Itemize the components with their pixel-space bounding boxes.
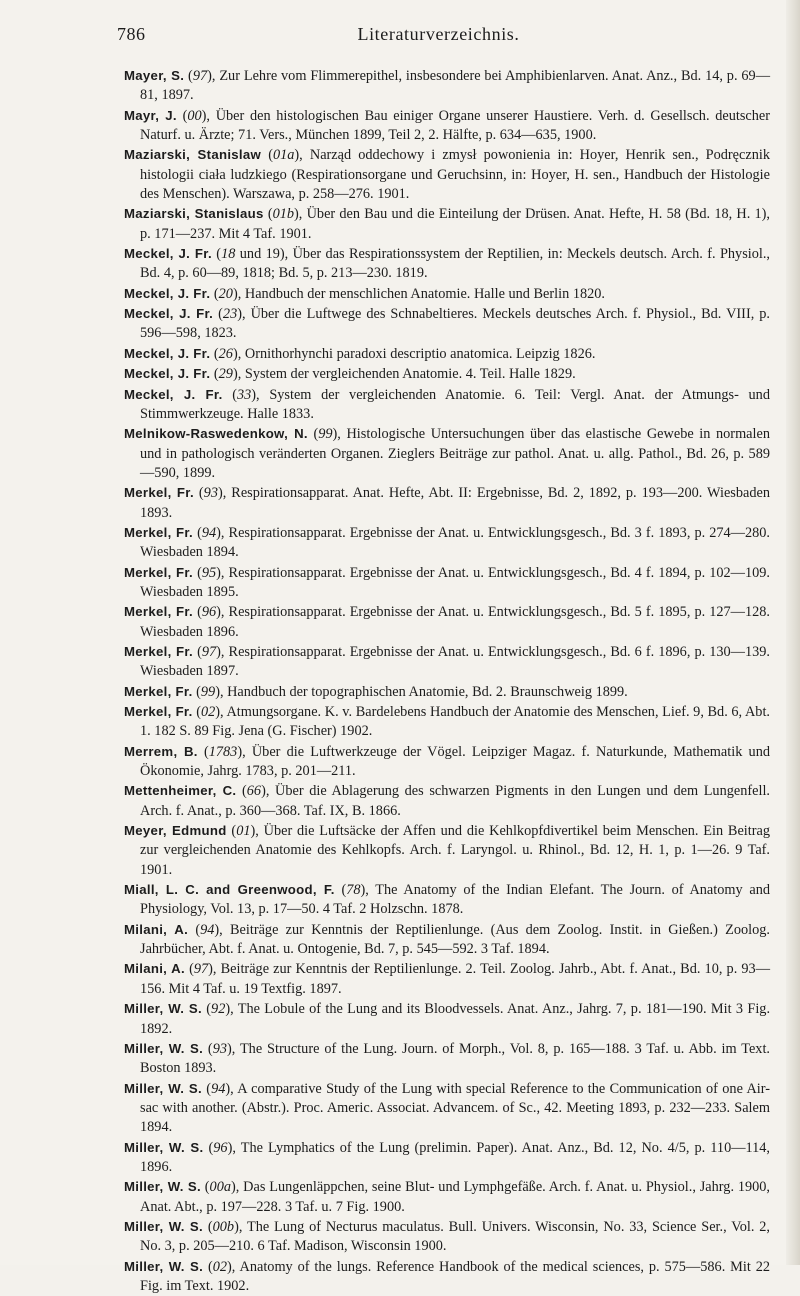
entry-text: The Lobule of the Lung and its Bloodvessels. Anat. Anz., Jahrg. 7, p. 181—190. Mit 3 Fig. 1892. xyxy=(140,1001,771,1037)
entry-author: Mettenheimer, C. xyxy=(124,783,237,799)
entry-year: 94 xyxy=(200,921,215,938)
entry-text: Ornithorhynchi paradoxi descriptio anatomica. Leipzig 1826. xyxy=(244,345,596,362)
bibliography-entry: Meckel, J. Fr. (23), Über die Luftwege des Schnabeltieres. Meckels deutsches Arch. f. Physiol., Bd. VIII, p. 596—598, 1823. xyxy=(124,306,771,342)
entry-year: 29 xyxy=(218,366,233,383)
entry-author: Merkel, Fr. xyxy=(124,485,194,501)
entry-text: The Lung of Necturus maculatus. Bull. Univers. Wisconsin, No. 33, Science Ser., Vol. 2, No. 3, p. 205—210. 6 Taf. Madison, Wisconsin 1900. xyxy=(140,1218,770,1255)
bibliography-entry: Merkel, Fr. (94), Respirationsapparat. Ergebnisse der Anat. u. Entwicklungsgesch., Bd. 3 f. 1893, p. 274—280. Wiesbaden 1894. xyxy=(124,524,770,561)
bibliography-entry: Merkel, Fr. (96), Respirationsapparat. Ergebnisse der Anat. u. Entwicklungsgesch., Bd. 5 f. 1895, p. 127—128. Wiesbaden 1896. xyxy=(124,604,770,640)
bibliography-entry: Mayr, J. (00), Über den histologischen Bau einiger Organe unserer Haustiere. Verh. d. Gesellsch. deutscher Naturf. u. Ärzte; 71. Vers., München 1899, Teil 2, 2. Hälfte, p. 634—635, 1900. xyxy=(124,107,770,144)
entry-text: Beiträge zur Kenntnis der Reptilienlunge. 2. Teil. Zoolog. Jahrb., Abt. f. Anat., Bd. 10, p. 93—156. Mit 4 Taf. u. 19 Textfig. 1897. xyxy=(140,961,770,997)
entry-text: Handbuch der menschlichen Anatomie. Halle und Berlin 1820. xyxy=(244,285,605,302)
entry-year: 18 xyxy=(221,246,236,263)
bibliography-entry: Meckel, J. Fr. (26), Ornithorhynchi paradoxi descriptio anatomica. Leipzig 1826. xyxy=(124,345,596,362)
entry-year: 02 xyxy=(212,1258,228,1275)
bibliography-entry: Melnikow-Raswedenkow, N. (99), Histologische Untersuchungen über das elastische Gewebe in normalen und in pathologisch veränderten Organen. Zieglers Beiträge zur pathol. Anat. u. allg. Pathol., Bd. 26, p. 589—590, 1899. xyxy=(124,426,770,481)
entry-year: 33 xyxy=(236,386,252,403)
bibliography-entry: Merkel, Fr. (93), Respirationsapparat. Anat. Hefte, Abt. II: Ergebnisse, Bd. 2, 1892, p. 193—200. Wiesbaden 1893. xyxy=(124,485,770,521)
bibliography-entry: Merkel, Fr. (99), Handbuch der topographischen Anatomie, Bd. 2. Braunschweig 1899. xyxy=(124,683,628,700)
entry-text: Über die Luftwerkzeuge der Vögel. Leipziger Magaz. f. Naturkunde, Mathematik und Ökonomie, Jahrg. 1783, p. 201—211. xyxy=(140,743,770,780)
bibliography-entry: Maziarski, Stanislaus (01b), Über den Bau und die Einteilung der Drüsen. Anat. Hefte, H. 58 (Bd. 18, H. 1), p. 171—237. Mit 4 Taf. 1901. xyxy=(124,206,771,242)
entry-text: Atmungsorgane. K. v. Bardelebens Handbuch der Anatomie des Menschen, Lief. 9, Bd. 6, Abt. 1. 182 S. 89 Fig. Jena (G. Fischer) 1902. xyxy=(140,704,770,740)
entry-year: 1783 xyxy=(208,743,238,760)
entry-text: The Structure of the Lung. Journ. of Morph., Vol. 8, p. 165—188. 3 Taf. u. Abb. im Text. Boston 1893. xyxy=(140,1040,770,1077)
bibliography-entry: Milani, A. (94), Beiträge zur Kenntnis der Reptilienlunge. (Aus dem Zoolog. Instit. in Gießen.) Zoolog. Jahrbücher, Abt. f. Anat. u. Ontogenie, Bd. 7, p. 545—592. 3 Taf. 1894. xyxy=(124,921,770,958)
bibliography-entry: Meckel, J. Fr. (18 und 19), Über das Respirationssystem der Reptilien, in: Meckels deutsch. Arch. f. Physiol., Bd. 4, p. 60—89, 1818; Bd. 5, p. 213—230. 1819. xyxy=(124,246,770,282)
entry-author: Melnikow-Raswedenkow, N. xyxy=(124,426,308,442)
bibliography-entry: Miller, W. S. (96), The Lymphatics of the Lung (prelimin. Paper). Anat. Anz., Bd. 12, No. 4/5, p. 110—114, 1896. xyxy=(124,1139,770,1175)
entry-text: Respirationsapparat. Ergebnisse der Anat. u. Entwicklungsgesch., Bd. 3 f. 1893, p. 274—280. Wiesbaden 1894. xyxy=(140,524,770,561)
bibliography-list xyxy=(124,66,770,1296)
entry-author: Miller, W. S. xyxy=(124,1080,202,1096)
entry-year: 96 xyxy=(201,604,217,621)
entry-text: System der vergleichenden Anatomie. 6. Teil: Vergl. Anat. der Atmungs- und Stimmwerkzeuge. Halle 1833. xyxy=(140,386,770,422)
entry-author: Meckel, J. Fr. xyxy=(124,345,211,361)
entry-author: Miller, W. S. xyxy=(124,1218,203,1234)
entry-text: Über die Luftsäcke der Affen und die Kehlkopfdivertikel beim Menschen. Ein Beitrag zur vergleichenden Anatomie des Kehlkopfs. Arch. f. Laryngol. u. Rhinol., Bd. 12, H. 1, p. 1—26. 9 Taf. 1901. xyxy=(140,823,770,878)
bibliography-entry: Mayer, S. (97), Zur Lehre vom Flimmerepithel, insbesondere bei Amphibienlarven. Anat. Anz., Bd. 14, p. 69—81, 1897. xyxy=(124,68,770,104)
bibliography-entry: Merkel, Fr. (97), Respirationsapparat. Ergebnisse der Anat. u. Entwicklungsgesch., Bd. 6 f. 1896, p. 130—139. Wiesbaden 1897. xyxy=(124,643,770,680)
entry-author: Merrem, B. xyxy=(124,743,198,759)
entry-author: Merkel, Fr. xyxy=(124,524,194,540)
entry-text: Über den histologischen Bau einiger Organe unserer Haustiere. Verh. d. Gesellsch. deutscher Naturf. u. Ärzte; 71. Vers., München 1899, Teil 2, 2. Hälfte, p. 634—635, 1900. xyxy=(140,107,770,144)
entry-year: 95 xyxy=(201,564,217,581)
entry-year: 23 xyxy=(222,306,238,323)
entry-author: Merkel, Fr. xyxy=(124,643,194,659)
entry-author: Milani, A. xyxy=(124,921,189,937)
bibliography-entry: Miall, L. C. and Greenwood, F. (78), The Anatomy of the Indian Elefant. The Journ. of Anatomy and Physiology, Vol. 13, p. 17—50. 4 Taf. 2 Holzschn. 1878. xyxy=(124,882,770,918)
entry-year: 02 xyxy=(201,704,216,720)
entry-text: The Lymphatics of the Lung (prelimin. Paper). Anat. Anz., Bd. 12, No. 4/5, p. 110—114, 1896. xyxy=(140,1139,770,1175)
entry-author: Miller, W. S. xyxy=(124,1179,201,1195)
bibliography-entry: Miller, W. S. (00a), Das Lungenläppchen, seine Blut- und Lymphgefäße. Arch. f. Anat. u. Physiol., Jahrg. 1900, Anat. Abt., p. 197—228. 3 Taf. u. 7 Fig. 1900. xyxy=(124,1179,771,1215)
entry-year: 97 xyxy=(193,961,209,978)
entry-author: Merkel, Fr. xyxy=(124,564,194,580)
entry-author: Miller, W. S. xyxy=(124,1001,202,1017)
entry-text: Zur Lehre vom Flimmerepithel, insbesondere bei Amphibienlarven. Anat. Anz., Bd. 14, p. 69—81, 1897. xyxy=(140,68,770,104)
entry-text: Respirationsapparat. Anat. Hefte, Abt. II: Ergebnisse, Bd. 2, 1892, p. 193—200. Wiesbaden 1893. xyxy=(140,485,770,521)
entry-author: Merkel, Fr. xyxy=(124,683,193,699)
entry-author: Meckel, J. Fr. xyxy=(124,386,223,402)
entry-year: 99 xyxy=(318,426,333,443)
entry-text: Narząd oddechowy i zmysł powonienia in: Hoyer, Henrik sen., Podręcznik histologii ciała ludzkiego (Respirationsorgane und Geruchsinn, in: Hoyer, H. sen., Handbuch der Histologie des Menschen). Warszawa, p. 258—276. 1901. xyxy=(140,147,770,203)
entry-author: Meckel, J. Fr. xyxy=(124,246,212,262)
entry-year: 99 xyxy=(200,683,216,700)
entry-year: 92 xyxy=(211,1001,226,1018)
bibliography-entry: Merrem, B. (1783), Über die Luftwerkzeuge der Vögel. Leipziger Magaz. f. Naturkunde, Mathematik und Ökonomie, Jahrg. 1783, p. 201—211. xyxy=(124,743,770,780)
entry-year: 97 xyxy=(192,68,208,84)
entry-text: und 19), Über das Respirationssystem der Reptilien, in: Meckels deutsch. Arch. f. Physiol., Bd. 4, p. 60—89, 1818; Bd. 5, p. 213—230. 1819. xyxy=(140,246,770,282)
entry-author: Miall, L. C. and Greenwood, F. xyxy=(124,882,335,898)
entry-author: Meckel, J. Fr. xyxy=(124,366,211,382)
bibliography-entry: Meyer, Edmund (01), Über die Luftsäcke der Affen und die Kehlkopfdivertikel beim Menschen. Ein Beitrag zur vergleichenden Anatomie des Kehlkopfs. Arch. f. Laryngol. u. Rhinol., Bd. 12, H. 1, p. 1—26. 9 Taf. 1901. xyxy=(124,823,770,878)
entry-year: 00 xyxy=(187,107,202,124)
entry-author: Miller, W. S. xyxy=(124,1040,204,1056)
entry-text: Respirationsapparat. Ergebnisse der Anat. u. Entwicklungsgesch., Bd. 5 f. 1895, p. 127—128. Wiesbaden 1896. xyxy=(140,604,770,640)
bibliography-entry: Miller, W. S. (02), Anatomy of the lungs. Reference Handbook of the medical sciences, p. 575—586. Mit 22 Fig. im Text. 1902. xyxy=(124,1258,771,1294)
entry-year: 93 xyxy=(203,485,218,502)
entry-text: Respirationsapparat. Ergebnisse der Anat. u. Entwicklungsgesch., Bd. 6 f. 1896, p. 130—139. Wiesbaden 1897. xyxy=(140,643,770,680)
entry-year: 20 xyxy=(218,285,233,302)
entry-text: Über die Luftwege des Schnabeltieres. Meckels deutsches Arch. f. Physiol., Bd. VIII, p. 596—598, 1823. xyxy=(140,306,771,342)
entry-author: Miller, W. S. xyxy=(124,1258,204,1274)
bibliography-entry: Meckel, J. Fr. (29), System der vergleichenden Anatomie. 4. Teil. Halle 1829. xyxy=(124,366,576,383)
entry-year: 78 xyxy=(346,882,361,899)
bibliography-entry: Merkel, Fr. (95), Respirationsapparat. Ergebnisse der Anat. u. Entwicklungsgesch., Bd. 4 f. 1894, p. 102—109. Wiesbaden 1895. xyxy=(124,564,770,600)
running-head xyxy=(117,24,760,54)
bibliography-entry: Meckel, J. Fr. (20), Handbuch der menschlichen Anatomie. Halle und Berlin 1820. xyxy=(124,285,605,302)
entry-author: Meckel, J. Fr. xyxy=(124,306,214,322)
page-title: Literaturverzeichnis. xyxy=(357,24,520,44)
entry-author: Maziarski, Stanislaus xyxy=(124,206,264,222)
entry-author: Meckel, J. Fr. xyxy=(124,285,211,301)
entry-text: System der vergleichenden Anatomie. 4. Teil. Halle 1829. xyxy=(244,366,576,383)
entry-author: Mayr, J. xyxy=(124,107,177,123)
entry-year: 26 xyxy=(218,345,233,362)
bibliography-entry: Mettenheimer, C. (66), Über die Ablagerung des schwarzen Pigments in den Lungen und dem Lungenfell. Arch. f. Anat., p. 360—368. Taf. IX, B. 1866. xyxy=(124,783,771,819)
entry-text: The Anatomy of the Indian Elefant. The Journ. of Anatomy and Physiology, Vol. 13, p. 17—50. 4 Taf. 2 Holzschn. 1878. xyxy=(140,882,770,918)
entry-author: Merkel, Fr. xyxy=(124,704,193,719)
page-number: 786 xyxy=(117,24,146,44)
bibliography-entry: Merkel, Fr. (02), Atmungsorgane. K. v. Bardelebens Handbuch der Anatomie des Menschen, Lief. 9, Bd. 6, Abt. 1. 182 S. 89 Fig. Jena (G. Fischer) 1902. xyxy=(124,704,770,740)
entry-year: 00b xyxy=(212,1218,235,1235)
entry-year: 01a xyxy=(272,147,295,164)
bibliography-entry: Milani, A. (97), Beiträge zur Kenntnis der Reptilienlunge. 2. Teil. Zoolog. Jahrb., Abt. f. Anat., Bd. 10, p. 93—156. Mit 4 Taf. u. 19 Textfig. 1897. xyxy=(124,961,770,997)
page-edge xyxy=(786,0,800,1265)
entry-text: Histologische Untersuchungen über das elastische Gewebe in normalen und in pathologisch veränderten Organen. Zieglers Beiträge zur pathol. Anat. u. allg. Pathol., Bd. 26, p. 589—590, 1899. xyxy=(140,426,770,481)
entry-year: 66 xyxy=(246,783,262,800)
entry-author: Miller, W. S. xyxy=(124,1139,204,1155)
bibliography-entry: Miller, W. S. (94), A comparative Study of the Lung with special Reference to the Communication of one Air-sac with another. (Abstr.). Proc. Americ. Associat. Advancem. of Sc., 42. Meeting 1893, p. 232—233. Salem 1894. xyxy=(124,1080,770,1136)
entry-text: A comparative Study of the Lung with special Reference to the Communication of one Air-sac with another. (Abstr.). Proc. Americ. Associat. Advancem. of Sc., 42. Meeting 1893, p. 232—233. Salem 1894. xyxy=(140,1080,770,1136)
bibliography-entry: Miller, W. S. (92), The Lobule of the Lung and its Bloodvessels. Anat. Anz., Jahrg. 7, p. 181—190. Mit 3 Fig. 1892. xyxy=(124,1001,771,1037)
entry-text: Über die Ablagerung des schwarzen Pigments in den Lungen und dem Lungenfell. Arch. f. Anat., p. 360—368. Taf. IX, B. 1866. xyxy=(140,783,771,819)
entry-year: 94 xyxy=(201,524,217,541)
entry-year: 94 xyxy=(211,1080,226,1097)
entry-author: Meyer, Edmund xyxy=(124,823,227,839)
bibliography-entry: Maziarski, Stanislaw (01a), Narząd oddechowy i zmysł powonienia in: Hoyer, Henrik sen., Podręcznik histologii ciała ludzkiego (Respirationsorgane und Geruchsinn, in: Hoyer, H. sen., Handbuch der Histologie des Menschen). Warszawa, p. 258—276. 1901. xyxy=(124,147,770,203)
entry-author: Merkel, Fr. xyxy=(124,604,194,620)
bibliography-entry: Meckel, J. Fr. (33), System der vergleichenden Anatomie. 6. Teil: Vergl. Anat. der Atmungs- und Stimmwerkzeuge. Halle 1833. xyxy=(124,386,770,422)
entry-year: 93 xyxy=(212,1040,227,1057)
entry-author: Mayer, S. xyxy=(124,68,185,83)
bibliography-entry: Miller, W. S. (93), The Structure of the Lung. Journ. of Morph., Vol. 8, p. 165—188. 3 Taf. u. Abb. im Text. Boston 1893. xyxy=(124,1040,770,1077)
entry-author: Maziarski, Stanislaw xyxy=(124,147,262,163)
entry-text: Anatomy of the lungs. Reference Handbook of the medical sciences, p. 575—586. Mit 22 Fig. im Text. 1902. xyxy=(140,1258,771,1294)
entry-text: Das Lungenläppchen, seine Blut- und Lymphgefäße. Arch. f. Anat. u. Physiol., Jahrg. 1900, Anat. Abt., p. 197—228. 3 Taf. u. 7 Fig. 1900. xyxy=(140,1179,771,1215)
entry-year: 97 xyxy=(201,643,217,660)
entry-text: Handbuch der topographischen Anatomie, Bd. 2. Braunschweig 1899. xyxy=(227,683,628,700)
entry-author: Milani, A. xyxy=(124,961,185,977)
entry-year: 01 xyxy=(236,823,251,840)
entry-text: Respirationsapparat. Ergebnisse der Anat. u. Entwicklungsgesch., Bd. 4 f. 1894, p. 102—109. Wiesbaden 1895. xyxy=(140,564,770,600)
entry-text: Über den Bau und die Einteilung der Drüsen. Anat. Hefte, H. 58 (Bd. 18, H. 1), p. 171—237. Mit 4 Taf. 1901. xyxy=(140,206,771,242)
entry-year: 96 xyxy=(213,1139,228,1156)
bibliography-entry: Miller, W. S. (00b), The Lung of Necturus maculatus. Bull. Univers. Wisconsin, No. 33, Science Ser., Vol. 2, No. 3, p. 205—210. 6 Taf. Madison, Wisconsin 1900. xyxy=(124,1218,770,1255)
entry-year: 00a xyxy=(209,1179,231,1196)
entry-year: 01b xyxy=(272,206,295,223)
entry-text: Beiträge zur Kenntnis der Reptilienlunge. (Aus dem Zoolog. Instit. in Gießen.) Zoolog. Jahrbücher, Abt. f. Anat. u. Ontogenie, Bd. 7, p. 545—592. 3 Taf. 1894. xyxy=(140,921,770,958)
